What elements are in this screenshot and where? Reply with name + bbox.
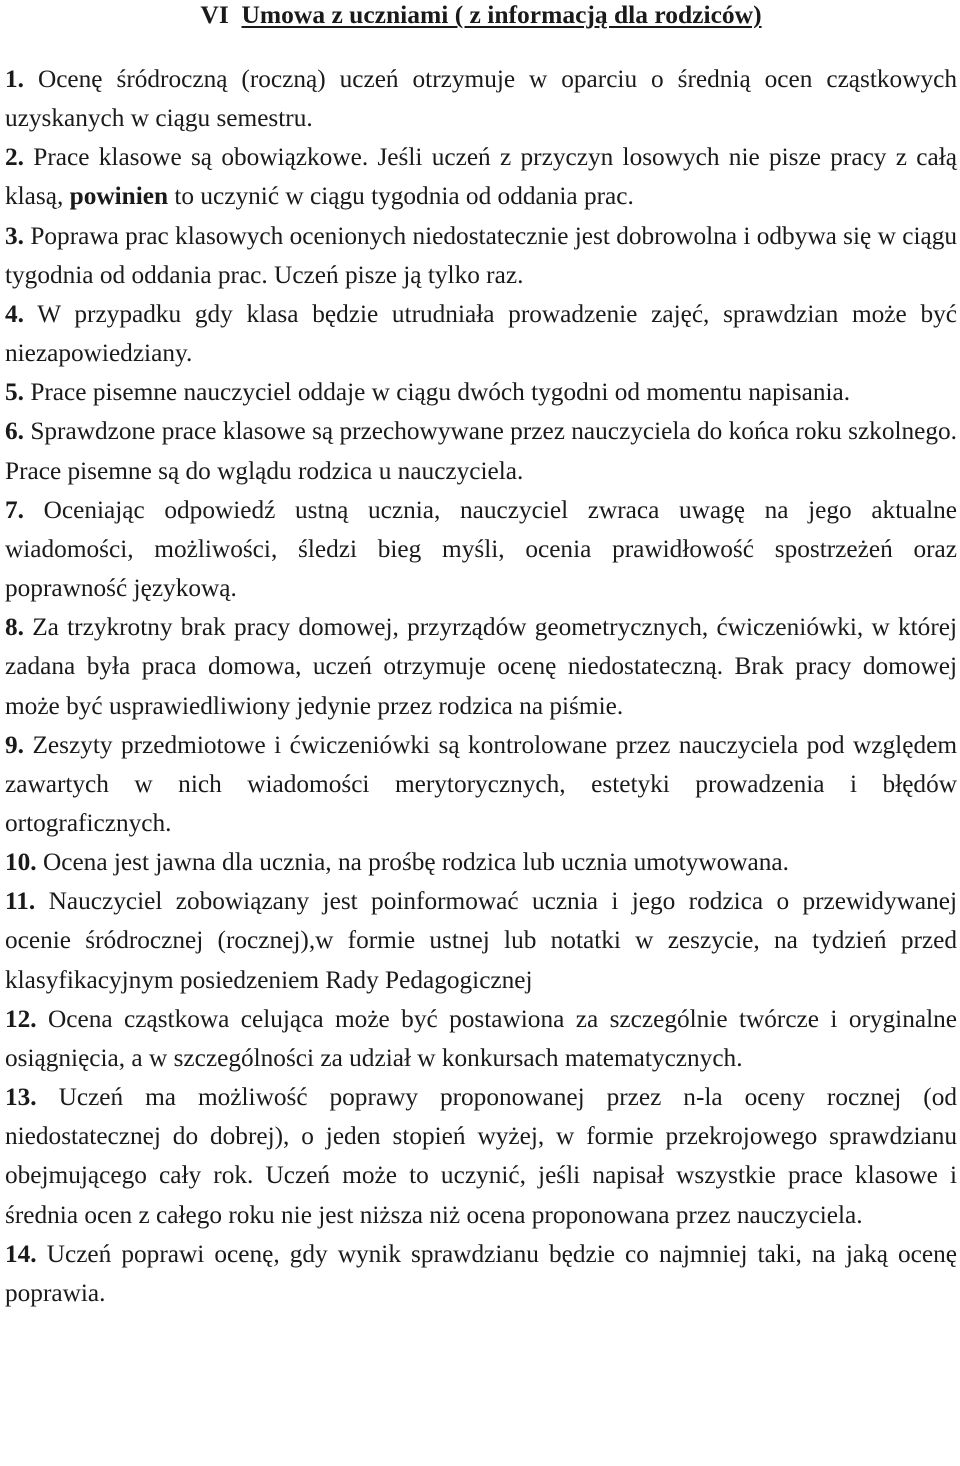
rule-item-14 [5,1235,957,1313]
rule-item-13 [5,1078,957,1235]
rule-text: Ocena jest jawna dla ucznia, na prośbę rodzica lub ucznia umotywowana. [42,848,789,877]
rule-item-2 [5,138,957,216]
section-heading [5,0,957,30]
rule-text: Ocena cząstkowa celująca może być postawiona za szczególnie twórcze i oryginalne osiągnięcia, a w szczególności za udział w konkursach matematycznych. [5,1004,957,1072]
rule-item-6 [5,412,957,490]
rule-text: Sprawdzone prace klasowe są przechowywane przez nauczyciela do końca roku szkolnego. Prace pisemne są do wglądu rodzica u nauczyciela. [5,417,958,485]
rule-text: Uczeń poprawi ocenę, gdy wynik sprawdzianu będzie co najmniej taki, na jaką ocenę poprawia. [5,1239,957,1307]
rule-item-12 [5,1000,957,1078]
rule-item-7 [5,491,957,608]
rule-number: 14. [5,1239,37,1268]
rule-text-emphasis: powinien [69,182,169,211]
rule-number: 5. [5,378,24,407]
rule-number: 7. [5,495,24,524]
rule-text: Za trzykrotny brak pracy domowej, przyrządów geometrycznych, ćwiczeniówki, w której zadana była praca domowa, uczeń otrzymuje ocenę niedostateczną. Brak pracy domowej może być usprawiedliwiony jedynie przez rodzica na piśmie. [5,613,958,720]
rule-text: to uczynić w ciągu tygodnia od oddania prac. [174,182,634,211]
rule-number: 10. [5,848,37,877]
rule-text: Prace klasowe są obowiązkowe. Jeśli uczeń z przyczyn losowych nie pisze pracy z całą klasą, [5,143,957,211]
rule-number: 3. [5,221,24,250]
rule-number: 1. [5,65,24,93]
section-title: Umowa z uczniami ( z informacją dla rodziców) [241,0,762,29]
rule-number: 12. [5,1004,37,1033]
rule-text: Uczeń ma możliwość poprawy proponowanej przez n-la oceny rocznej (od niedostatecznej do dobrej), o jeden stopień wyżej, w formie przekrojowego sprawdzianu obejmującego cały rok. Uczeń może to uczynić, jeśli napisał wszystkie prace klasowe i średnia ocen z całego roku nie jest niższa niż ocena proponowana przez nauczyciela. [5,1083,957,1229]
rule-text: Nauczyciel zobowiązany jest poinformować ucznia i jego rodzica o przewidywanej ocenie śródrocznej (rocznej),w formie ustnej lub notatki w zeszycie, na tydzień przed klasyfikacyjnym posiedzeniem Rady Pedagogicznej [5,887,957,994]
rule-number: 2. [5,143,24,172]
rule-item-5 [5,373,957,412]
rule-item-10 [5,843,957,882]
rule-text: Prace pisemne nauczyciel oddaje w ciągu dwóch tygodni od momentu napisania. [30,378,851,407]
rule-text: Poprawa prac klasowych ocenionych niedostatecznie jest dobrowolna i odbywa się w ciągu tygodnia od oddania prac. Uczeń pisze ją tylko raz. [5,221,958,289]
rules-list [5,60,957,1313]
rule-text: Oceniając odpowiedź ustną ucznia, nauczyciel zwraca uwagę na jego aktualne wiadomości, możliwości, śledzi bieg myśli, ocenia prawidłowość spostrzeżeń oraz poprawność językową. [5,495,958,603]
rule-number: 8. [5,613,24,642]
rule-item-8 [5,608,957,725]
rule-item-4 [5,295,957,373]
rule-text: W przypadku gdy klasa będzie utrudniała prowadzenie zajęć, sprawdzian może być niezapowiedziany. [5,299,957,368]
rule-number: 13. [5,1083,37,1112]
rule-text: Ocenę śródroczną (roczną) uczeń otrzymuje w oparciu o średnią ocen cząstkowych uzyskanych w ciągu semestru. [5,65,957,133]
rule-item-9 [5,726,957,843]
rule-number: 11. [5,887,36,916]
rule-number: 9. [5,730,24,759]
rule-item-1 [5,60,957,138]
rule-number: 4. [5,299,24,328]
section-number: VI [200,0,229,29]
rule-item-3 [5,217,957,295]
rule-number: 6. [5,417,24,446]
rule-item-11 [5,882,957,999]
rule-text: Zeszyty przedmiotowe i ćwiczeniówki są kontrolowane przez nauczyciela pod względem zawartych w nich wiadomości merytorycznych, estetyki prowadzenia i błędów ortograficznych. [5,730,957,837]
